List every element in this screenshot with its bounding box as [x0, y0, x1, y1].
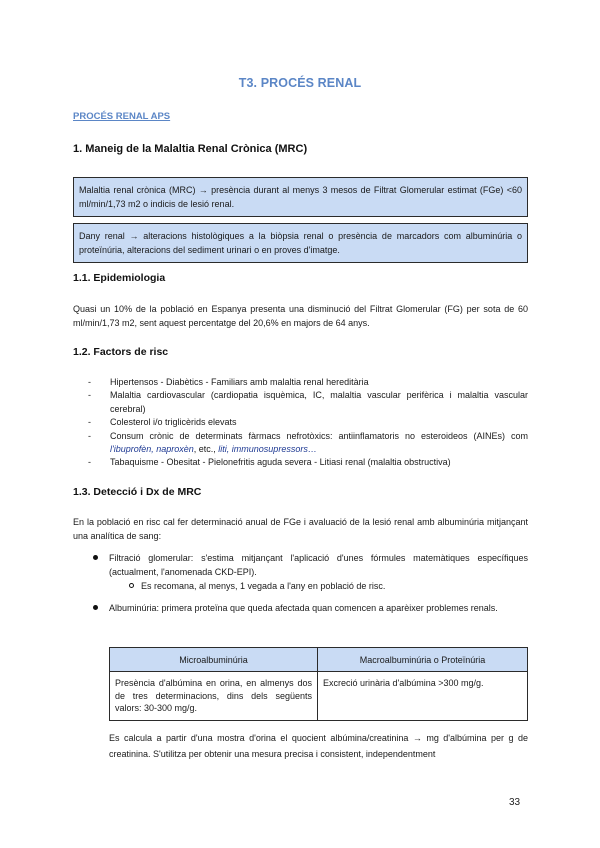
epidemiology-paragraph: Quasi un 10% de la població en Espanya presenta una disminució del Filtrat Glomerular (FG) per sota de 60 ml/min/1,73 m2, sent aquest percentatge del 20,6% en majors de 64 anys.: [73, 304, 528, 328]
list-item: [88, 416, 528, 429]
list-item-text: Filtració glomerular: s'estima mitjançant l'aplicació d'unes fórmules matemàtiques específiques (actualment, l'anomenada CKD-EPI).: [109, 553, 528, 577]
list-item-text: Albuminúria: primera proteïna que queda afectada quan comencen a aparèixer problemes renals.: [109, 603, 498, 613]
definition-box-dany-renal: Dany renal → alteracions histològiques a la biòpsia renal o presència de marcadors com albuminúria o proteïnúria, alteracions del sediment urinari o en proves d'imatge.: [73, 223, 528, 263]
bullet-icon: [93, 555, 98, 560]
detection-bullets: [93, 551, 528, 615]
list-item-text: Colesterol i/o triglicèrids elevats: [110, 417, 237, 428]
table-cell-micro: Presència d'albúmina en orina, en almenys dos de tres determinacions, dins dels següents valors: 30-300 mg/g.: [110, 672, 318, 721]
list-item-text: Tabaquisme - Obesitat - Pielonefritis aguda severa - Litiasi renal (malaltia obstructiva): [110, 457, 451, 468]
list-item-text: Es recomana, al menys, 1 vegada a l'any en població de risc.: [141, 581, 386, 591]
table-header-macro: Macroalbuminúria o Proteïnúria: [318, 648, 528, 672]
document-title: T3. PROCÉS RENAL: [238, 76, 362, 90]
section-heading-1: 1. Maneig de la Malaltia Renal Crònica (MRC): [73, 143, 308, 155]
table-header-micro: Microalbuminúria: [110, 648, 318, 672]
bullet-icon: [93, 605, 98, 610]
detection-paragraph: En la població en risc cal fer determinació anual de FGe i avaluació de la lesió renal amb albuminúria mitjançant una analítica de sang:: [73, 517, 528, 541]
page-number: 33: [509, 797, 521, 808]
list-item: [129, 579, 528, 593]
document-subtitle: PROCÉS RENAL APS: [73, 111, 171, 122]
section-heading-1-2: 1.2. Factors de risc: [73, 346, 169, 358]
table-header-row: [110, 648, 528, 672]
list-item: [88, 376, 528, 389]
risk-factors-list: [88, 376, 528, 470]
definition-box-mrc: Malaltia renal crònica (MRC) → presència durant al menys 3 mesos de Filtrat Glomerular estimat (FGe) <60 ml/min/1,73 m2 o indicis de lesió renal.: [73, 177, 528, 217]
sub-list: [109, 579, 528, 593]
list-item: [93, 551, 528, 593]
section-heading-1-3: 1.3. Detecció i Dx de MRC: [73, 486, 202, 498]
list-item-text: Malaltia cardiovascular (cardiopatia isquèmica, IC, malaltia vascular perifèrica i malaltia vascular cerebral): [110, 390, 528, 414]
drug-examples: l'ibuprofèn, naproxèn: [110, 444, 194, 455]
albuminuria-table: [109, 647, 528, 721]
list-item: [88, 430, 528, 457]
list-item-text: , etc.,: [193, 444, 219, 455]
hollow-bullet-icon: [129, 583, 134, 588]
section-heading-1-1: 1.1. Epidemiologia: [73, 272, 166, 284]
list-item-text: Hipertensos - Diabètics - Familiars amb malaltia renal hereditària: [110, 377, 369, 387]
list-item: [93, 601, 528, 615]
drug-examples: liti, immunosupressors…: [218, 444, 317, 455]
list-item: [88, 389, 528, 416]
list-item-text: Consum crònic de determinats fàrmacs nefrotòxics: antiinflamatoris no esteroideos (AINEs) com: [110, 430, 528, 441]
list-item: [88, 456, 528, 469]
table-cell-macro: Excreció urinària d'albúmina >300 mg/g.: [318, 672, 528, 721]
table-row: [110, 672, 528, 721]
ratio-paragraph: Es calcula a partir d'una mostra d'orina el quocient albúmina/creatinina → mg d'albúmina per g de creatinina. S'utilitza per obtenir una mesura precisa i consistent, independentment: [109, 733, 528, 759]
